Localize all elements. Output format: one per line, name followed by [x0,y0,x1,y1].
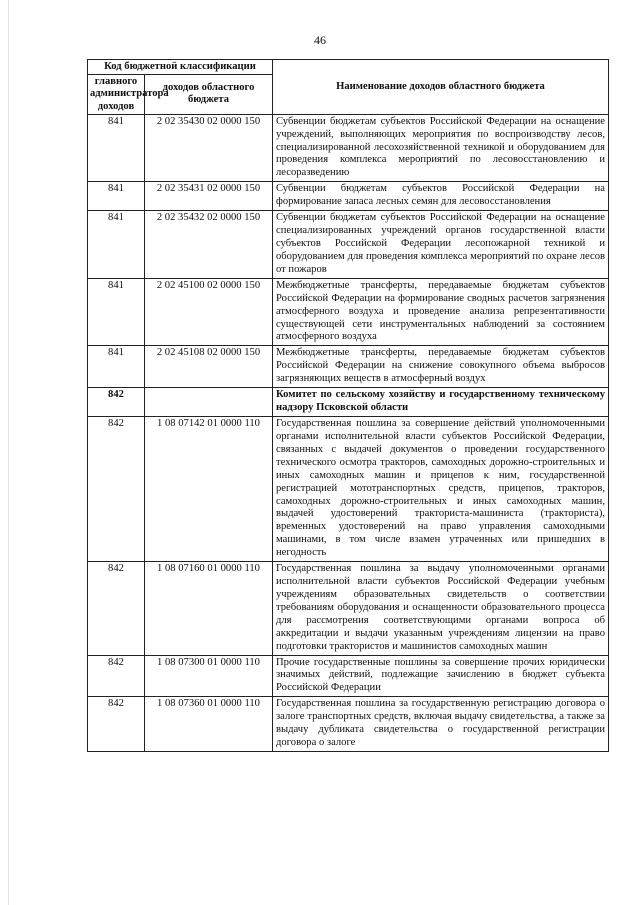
revenue-name-cell: Государственная пошлина за совершение действий уполномоченными органами исполнительной власти субъектов Российской Федерации, связанных с выдачей документов о проведении государственного технического осмотра тракторов, самоходных дорожно-строительных и иных самоходных машин и прицепов к ним, государственной регистрацией мототранспортных средств, прицепов, тракторов, самоходных дорожно-строительных и иных самоходных машин, выдачей удостоверений тракториста-машиниста (тракториста), временных удостоверений на право управления самоходными машинами, в том числе взамен утраченных или пришедших в негодность [273,416,609,561]
table-row [88,416,609,561]
revenue-code-cell: 2 02 35431 02 0000 150 [145,182,273,211]
scan-edge [8,0,9,905]
revenue-code-cell: 1 08 07160 01 0000 110 [145,562,273,655]
revenue-name-cell: Комитет по сельскому хозяйству и государственному техническому надзору Псковской области [273,388,609,417]
table-row [88,346,609,388]
revenue-code-cell: 2 02 35430 02 0000 150 [145,114,273,182]
budget-classification-table [87,59,609,752]
table-row [88,697,609,752]
revenue-code-cell: 1 08 07142 01 0000 110 [145,416,273,561]
revenue-name-cell: Субвенции бюджетам субъектов Российской Федерации на оснащение специализированных учреждений органов государственной власти субъектов Российской Федерации лесопожарной техникой и оборудованием для проведения комплекса мероприятий по охране лесов от пожаров [273,211,609,279]
admin-code-cell: 842 [88,562,145,655]
revenue-name-cell: Субвенции бюджетам субъектов Российской Федерации на формирование запаса лесных семян для лесовосстановления [273,182,609,211]
revenue-name-cell: Межбюджетные трансферты, передаваемые бюджетам субъектов Российской Федерации на формирование сводных расчетов загрязнения атмосферного воздуха и проведение анализа репрезентативности существующей сети инструментальных наблюдений за состоянием атмосферного воздуха [273,278,609,346]
revenue-code-cell [145,388,273,417]
revenue-code-cell: 2 02 45100 02 0000 150 [145,278,273,346]
revenue-name-cell: Государственная пошлина за государственную регистрацию договора о залоге транспортных средств, включая выдачу свидетельства, а также за выдачу дубликата свидетельства о государственной регистрации договора о залоге [273,697,609,752]
header-col-code: доходов областного бюджета [145,75,273,115]
table-row [88,655,609,697]
header-col-admin: главного администратора доходов [88,75,145,115]
admin-code-cell: 841 [88,182,145,211]
table-row [88,562,609,655]
admin-code-cell: 841 [88,346,145,388]
revenue-code-cell: 1 08 07300 01 0000 110 [145,655,273,697]
table-body [88,114,609,751]
table-row [88,388,609,417]
table-row [88,211,609,279]
page-number: 46 [314,33,326,47]
table-row [88,182,609,211]
revenue-name-cell: Субвенции бюджетам субъектов Российской Федерации на оснащение учреждений, выполняющих мероприятия по воспроизводству лесов, специализированной лесохозяйственной техникой и оборудованием для проведения комплекса мероприятий по лесовосстановлению и лесоразведению [273,114,609,182]
admin-code-cell: 842 [88,655,145,697]
revenue-code-cell: 1 08 07360 01 0000 110 [145,697,273,752]
admin-code-cell: 841 [88,278,145,346]
revenue-name-cell: Прочие государственные пошлины за совершение прочих юридически значимых действий, подлежащие зачислению в бюджет субъекта Российской Федерации [273,655,609,697]
admin-code-cell: 842 [88,697,145,752]
table-row [88,114,609,182]
admin-code-cell: 841 [88,114,145,182]
admin-code-cell: 842 [88,388,145,417]
admin-code-cell: 841 [88,211,145,279]
header-col-name: Наименование доходов областного бюджета [273,60,609,115]
header-group-title: Код бюджетной классификации [88,60,273,75]
revenue-name-cell: Межбюджетные трансферты, передаваемые бюджетам субъектов Российской Федерации на снижение совокупного объема выбросов загрязняющих веществ в атмосферный воздух [273,346,609,388]
revenue-name-cell: Государственная пошлина за выдачу уполномоченными органами исполнительной власти субъектов Российской Федерации учебным учреждениям образовательных свидетельств о соответствии требованиям оборудования и оснащенности образовательного процесса для рассмотрения соответствующими органами вопроса об аккредитации и выдачи указанным учреждениям лицензии на право подготовки трактористов и машинистов самоходных машин [273,562,609,655]
admin-code-cell: 842 [88,416,145,561]
revenue-code-cell: 2 02 35432 02 0000 150 [145,211,273,279]
table-row [88,278,609,346]
revenue-code-cell: 2 02 45108 02 0000 150 [145,346,273,388]
